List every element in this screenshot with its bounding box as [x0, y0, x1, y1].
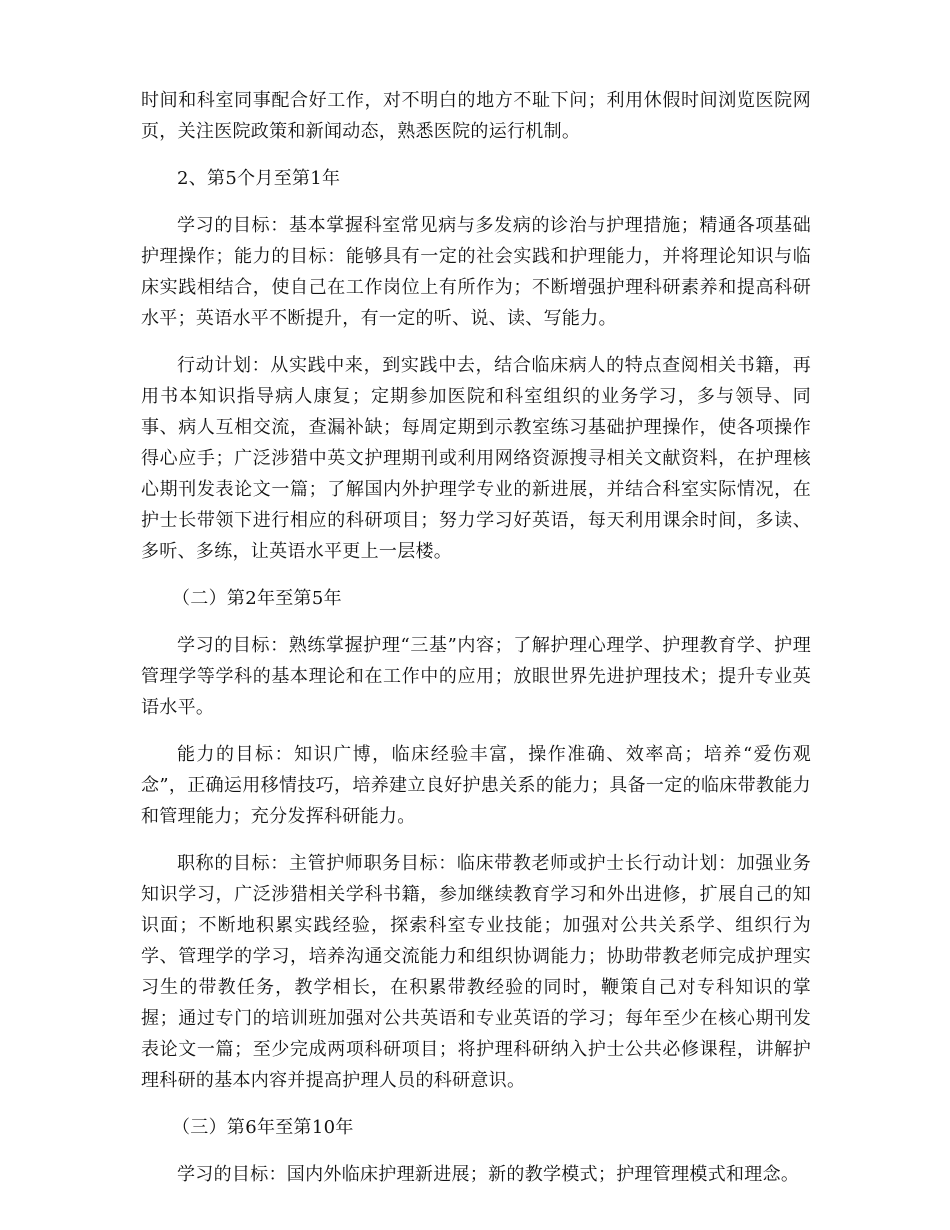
paragraph-gap — [141, 567, 811, 583]
paragraph-gap — [141, 832, 811, 848]
section-heading-month5-year1: 2、第5个月至第1年 — [177, 168, 341, 189]
continuation-paragraph: 时间和科室同事配合好工作，对不明白的地方不耻下问；利用休假时间浏览医院网页，关注医院政策和新闻动态，熟悉医院的运行机制。 — [141, 90, 811, 142]
ability-goals-paragraph: 能力的目标：知识广博，临床经验丰富，操作准确、效率高；培养“爱伤观念”，正确运用移情技巧，培养建立良好护患关系的能力；具备一定的临床带教能力和管理能力；充分发挥科研能力。 — [141, 744, 811, 827]
section-heading-year2-year5: （二）第2年至第5年 — [172, 588, 342, 609]
action-plan-paragraph: 行动计划：从实践中来，到实践中去，结合临床病人的特点查阅相关书籍，再用书本知识指导病人康复；定期参加医院和科室组织的业务学习，多与领导、同事、病人互相交流，查漏补缺；每周定期到示教室练习基础护理操作，使各项操作得心应手；广泛涉猎中英文护理期刊或利用网络资源搜寻相关文献资料，在护理核心期刊发表论文一篇；了解国内外护理学专业的新进展，并结合科室实际情况，在护士长带领下进行相应的科研项目；努力学习好英语，每天利用课余时间，多读、多听、多练，让英语水平更上一层楼。 — [141, 355, 811, 562]
paragraph-gap — [141, 194, 811, 210]
learning-goals-paragraph: 学习的目标：基本掌握科室常见病与多发病的诊治与护理措施；精通各项基础护理操作；能力的目标：能够具有一定的社会实践和护理能力，并将理论知识与临床实践相结合，使自己在工作岗位上有所作为；不断增强护理科研素养和提高科研水平；英语水平不断提升，有一定的听、说、读、写能力。 — [141, 215, 811, 329]
learning-goals-paragraph: 学习的目标：国内外临床护理新进展；新的教学模式；护理管理模式和理念。 — [177, 1164, 800, 1185]
learning-goals-paragraph: 学习的目标：熟练掌握护理“三基”内容；了解护理心理学、护理教育学、护理管理学等学科的基本理论和在工作中的应用；放眼世界先进护理技术；提升专业英语水平。 — [141, 635, 811, 718]
paragraph-gap — [141, 147, 811, 163]
section-heading-year6-year10: （三）第6年至第10年 — [172, 1117, 354, 1138]
paragraph-gap — [141, 1096, 811, 1112]
paragraph-gap — [141, 614, 811, 630]
paragraph-gap — [141, 334, 811, 350]
paragraph-gap — [141, 1143, 811, 1159]
paragraph-gap — [141, 723, 811, 739]
title-goals-paragraph: 职称的目标：主管护师职务目标：临床带教老师或护士长行动计划：加强业务知识学习，广泛涉猎相关学科书籍，参加继续教育学习和外出进修，扩展自己的知识面；不断地积累实践经验，探索科室专业技能；加强对公共关系学、组织行为学、管理学的学习，培养沟通交流能力和组织协调能力；协助带教老师完成护理实习生的带教任务，教学相长，在积累带教经验的同时，鞭策自己对专科知识的掌握；通过专门的培训班加强对公共英语和专业英语的学习；每年至少在核心期刊发表论文一篇；至少完成两项科研项目；将护理科研纳入护士公共必修课程，讲解护理科研的基本内容并提高护理人员的科研意识。 — [141, 853, 811, 1091]
document-page — [141, 85, 811, 1190]
